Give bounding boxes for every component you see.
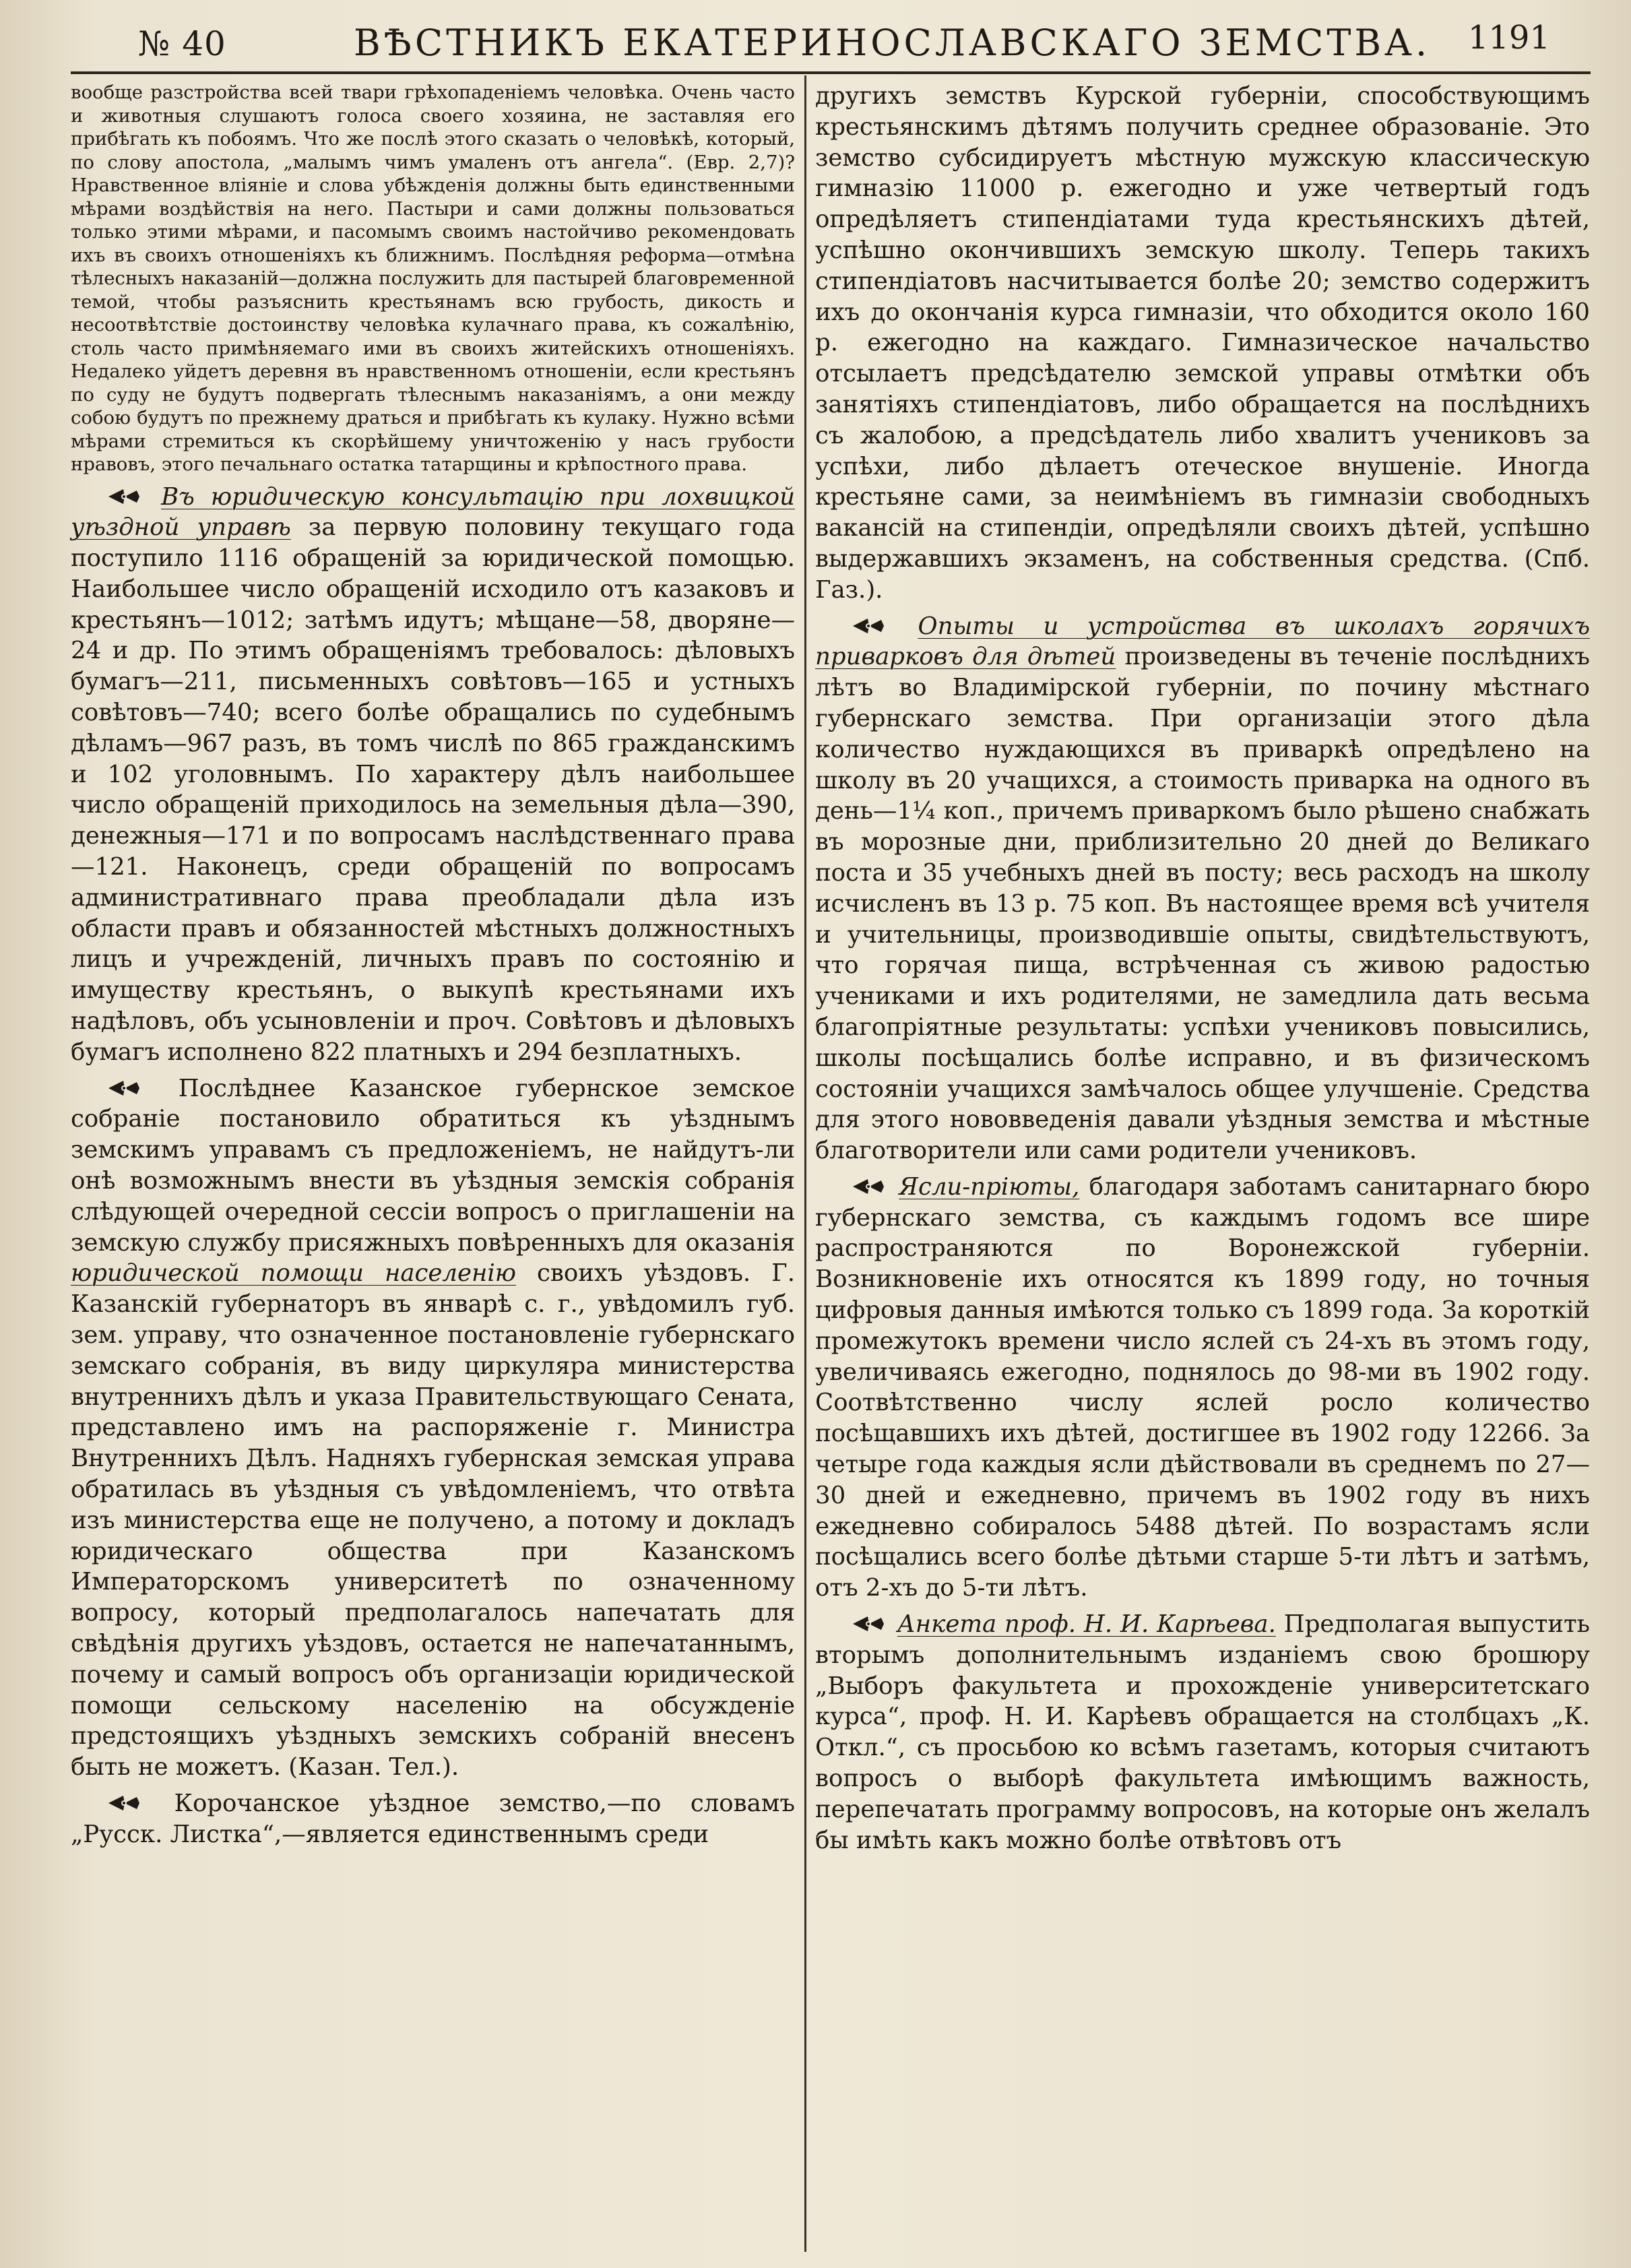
article-emphasis: юридической помощи населенію (71, 1259, 517, 1288)
ornament-icon (107, 1078, 141, 1098)
ornament-icon (852, 1614, 885, 1634)
article-lead: Въ юридическую консультацію при лохвицкой уѣздной управѣ (71, 482, 795, 542)
article-kazan-assembly (71, 1073, 795, 1783)
article-legal-consultation (71, 482, 795, 1068)
article-nurseries (815, 1172, 1590, 1604)
journal-title: ВѢСТНИКЪ ЕКАТЕРИНОСЛАВСКАГО ЗЕМСТВА. (354, 22, 1431, 64)
article-body: Корочанское уѣздное земство,—по словамъ „Русск. Листка“,—является единственнымъ среди (71, 1789, 795, 1848)
page-header (71, 12, 1591, 74)
article-korocha-continued: другихъ земствъ Курской губерніи, способствующимъ крестьянскимъ дѣтямъ получить среднее образованіе. Это земство субсидируетъ мѣстную мужскую классическую гимназію 11000 р. ежегодно и уже четвертый годъ опредѣляетъ стипендіатами туда крестьянскихъ дѣтей, успѣшно окончившихъ земскую школу. Теперь такихъ стипендіатовъ насчитывается болѣе 20; земство содержитъ ихъ до окончанія курса гимназіи, что обходится около 160 р. ежегодно на каждаго. Гимназическое начальство отсылаетъ предсѣдателю земской управы отмѣтки объ занятіяхъ стипендіатовъ, либо обращается на послѣднихъ съ жалобою, а предсѣдатель либо хвалитъ учениковъ за успѣхи, либо дѣлаетъ отеческое внушеніе. Иногда крестьяне сами, за неимѣніемъ въ гимназіи свободныхъ вакансій на стипендіи, опредѣляли своихъ дѣтей, успѣшно выдержавшихъ экзаменъ, на собственныя средства. (Спб. Газ.). (815, 82, 1590, 604)
article-school-meals (815, 611, 1590, 1166)
article-body: произведены въ теченіе послѣднихъ лѣтъ во Владимірской губерніи, по почину мѣстнаго губернскаго земства. При организаціи этого дѣла количество нуждающихся въ приваркѣ опредѣлено на школу въ 20 учащихся, а стоимость приварка на одного въ день—1¼ коп., причемъ приваркомъ было рѣшено снабжать въ морозные дни, приблизительно 20 дней до Великаго поста и 35 учебныхъ дней въ посту; весь расходъ на школу исчисленъ въ 13 р. 75 коп. Въ настоящее время всѣ учителя и учительницы, производившіе опыты, свидѣтельствуютъ, что горячая пища, встрѣченная съ живою радостью учениками и ихъ родителями, не замедлила дать весьма благопріятные результаты: успѣхи учениковъ повысились, школы посѣщались болѣе исправно, и въ физическомъ состояніи учащихся замѣчалось общее улучшеніе. Средства для этого нововведенія давали уѣздныя земства и мѣстные благотворители или сами родители учениковъ. (815, 643, 1590, 1165)
article-korocha-zemstvo (71, 1788, 795, 1850)
article-lead: Ясли-пріюты, (899, 1172, 1080, 1201)
article-kareev-survey (815, 1609, 1590, 1856)
ornament-icon (107, 486, 141, 507)
ornament-icon (852, 616, 885, 636)
article-body: Предполагая выпустить вторымъ дополнительнымъ изданіемъ свою брошюру „Выборъ факультета и прохожденіе университетскаго курса“, проф. Н. И. Карѣевъ обращается на столбцахъ „К. Откл.“, съ просьбою ко всѣмъ газетамъ, которыя считаютъ вопросъ о выборѣ факультета имѣющимъ важность, перепечатать программу вопросовъ, на которые онъ желалъ бы имѣть какъ можно болѣе отвѣтовъ отъ (815, 1610, 1590, 1854)
article-body: своихъ уѣздовъ. Г. Казанскій губернаторъ въ январѣ с. г., увѣдомилъ губ. зем. управу, что означенное постановленіе губернскаго земскаго собранія, въ виду циркуляра министерства внутреннихъ дѣлъ и указа Правительствующаго Сената, представлено имъ на распоряженіе г. Министра Внутреннихъ Дѣлъ. Надняхъ губернская земская управа обратилась въ уѣздныя съ увѣдомленіемъ, что отвѣта изъ министерства еще не получено, а потому и докладъ юридическаго общества при Казанскомъ Императорскомъ университетѣ по означенному вопросу, который предполагалось напечатать для свѣдѣнія другихъ уѣздовъ, остается не напечатаннымъ, почему и самый вопросъ объ организаціи юридической помощи сельскому населенію на обсужденіе предстоящихъ уѣздныхъ земскихъ собраній внесенъ быть не можетъ. (Казан. Тел.). (71, 1259, 795, 1782)
column-divider (804, 75, 806, 2252)
ornament-icon (852, 1176, 885, 1197)
article-corporal-punishment: вообще разстройства всей твари грѣхопаденіемъ человѣка. Очень часто и животныя слушаютъ голоса своего хозяина, не заставляя его прибѣгать къ побоямъ. Что же послѣ этого сказать о человѣкѣ, который, по слову апостола, „малымъ чимъ умаленъ отъ ангела“. (Евр. 2,7)? Нравственное вліяніе и слова убѣжденія должны быть единственными мѣрами воздѣйствія на него. Пастыри и сами должны пользоваться только этими мѣрами, и пасомымъ своимъ настойчиво рекомендовать ихъ въ своихъ отношеніяхъ къ ближнимъ. Послѣдняя реформа—отмѣна тѣлесныхъ наказаній—должна послужить для пастырей благовременной темой, чтобы разъяснить крестьянамъ всю грубость, дикость и несоотвѣтствіе достоинству человѣка кулачнаго права, къ сожалѣнію, столь часто примѣняемаго ими въ своихъ житейскихъ отношеніяхъ. Недалеко уйдетъ деревня въ нравственномъ отношеніи, если крестьянъ по суду не будутъ подвергать тѣлеснымъ наказаніямъ, а они между собою будутъ по прежнему драться и прибѣгать къ кулаку. Нужно всѣми мѣрами стремиться къ скорѣйшему уничтоженію у насъ грубости нравовъ, этого печальнаго остатка татарщины и крѣпостного права. (71, 82, 795, 475)
left-column (71, 81, 795, 1850)
page-number: 1191 (1467, 19, 1550, 57)
article-lead: Опыты и устройства въ школахъ горячихъ приварковъ для дѣтей (815, 612, 1590, 671)
article-lead: Анкета проф. Н. И. Карѣева. (897, 1610, 1276, 1639)
issue-number: № 40 (138, 24, 226, 63)
article-body: за первую половину текущаго года поступило 1116 обращеній за юридической помощью. Наибольшее число обращеній исходило отъ казаковъ и крестьянъ—1012; затѣмъ идутъ; мѣщане—58, дворяне—24 и др. По этимъ обращеніямъ требовалось: дѣловыхъ бумагъ—211, письменныхъ совѣтовъ—165 и устныхъ совѣтовъ—740; всего болѣе обращались по судебнымъ дѣламъ—967 разъ, въ томъ числѣ по 865 гражданскимъ и 102 уголовнымъ. По характеру дѣлъ наибольшее число обращеній приходилось на земельныя дѣла—390, денежныя—171 и по вопросамъ наслѣдственнаго права—121. Наконецъ, среди обращеній по вопросамъ административнаго права преобладали дѣла изъ области правъ и обязанностей мѣстныхъ должностныхъ лицъ и учрежденій, личныхъ правъ по состоянію и имуществу крестьянъ, о выкупѣ крестьянами ихъ надѣловъ, объ усыновленіи и проч. Совѣтовъ и дѣловыхъ бумагъ исполнено 822 платныхъ и 294 безплатныхъ. (71, 513, 795, 1066)
article-body: благодаря заботамъ санитарнаго бюро губернскаго земства, съ каждымъ годомъ все шире распространяются по Воронежской губерніи. Возникновеніе ихъ относятся къ 1899 году, но точныя цифровыя данныя имѣются только съ 1899 года. За короткій промежутокъ времени число яслей съ 24-хъ въ этомъ году, увеличиваясь ежегодно, поднялось до 98-ми въ 1902 году. Соотвѣтственно числу яслей росло количество посѣщавшихъ ихъ дѣтей, достигшее въ 1902 году 12266. За четыре года каждыя ясли дѣйствовали въ среднемъ по 27—30 дней и ежедневно, причемъ въ 1902 году въ нихъ ежедневно собиралось 5488 дѣтей. По возрастамъ ясли посѣщались всего болѣе дѣтьми старше 5-ти лѣтъ и затѣмъ, отъ 2-хъ до 5-ти лѣтъ. (815, 1172, 1590, 1602)
right-column (815, 81, 1590, 1856)
article-body: Послѣднее Казанское губернское земское собраніе постановило обратиться къ уѣзднымъ земскимъ управамъ съ предложеніемъ, не найдутъ-ли онѣ возможнымъ внести въ уѣздныя земскія собранія слѣдующей очередной сессіи вопросъ о приглашеніи на земскую службу присяжныхъ повѣренныхъ для оказанія (71, 1074, 795, 1257)
ornament-icon (107, 1793, 141, 1813)
